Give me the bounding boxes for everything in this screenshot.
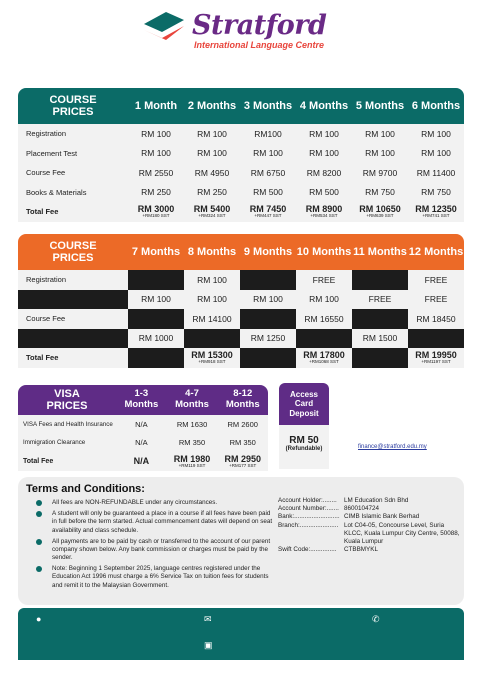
visa-total-amount: RM 2950 (224, 453, 261, 464)
visa-title-line: PRICES (46, 400, 88, 412)
price-cell: RM 750 (421, 187, 451, 198)
access-card-note: (Refundable) (285, 446, 323, 452)
total-amount: RM 17800 (303, 350, 345, 360)
bullet-dot-icon (36, 511, 42, 517)
total-amount: RM 10650 (359, 204, 401, 214)
bank-details (278, 497, 460, 554)
price-cell: RM 100 (141, 128, 171, 139)
visa-header-line: 1-3 (134, 388, 149, 400)
total-sst: +RM741 SST (422, 213, 450, 218)
visa-header-line: Months (124, 399, 159, 410)
total-amount: RM 19950 (415, 350, 457, 360)
price-cell (296, 329, 352, 349)
visa-title-line: VISA (54, 387, 80, 400)
visa-row-label: VISA Fees and Health Insurance (23, 420, 113, 428)
row-label (18, 329, 128, 349)
column-header: 4 Months (299, 99, 349, 112)
total-amount: RM 3000 (137, 204, 175, 214)
price-cell: RM 100 (197, 294, 227, 305)
bank-line (278, 546, 460, 554)
bank-value: CIMB Islamic Bank Berhad (344, 513, 420, 521)
access-card-title-3: Deposit (289, 408, 319, 418)
price-cell (408, 329, 464, 349)
bank-line (278, 505, 460, 513)
visa-column-header (167, 385, 218, 415)
price-cell: RM 9700 (362, 167, 398, 178)
bank-key: Branch:...................... (278, 521, 339, 529)
total-label: Total Fee (26, 353, 59, 363)
visa-cell: N/A (135, 438, 148, 448)
visa-cell: N/A (135, 419, 148, 429)
price-cell: RM 100 (253, 294, 283, 305)
column-header: 10 Months (296, 245, 352, 258)
visa-column-header (217, 385, 268, 415)
column-header: 8 Months (187, 245, 237, 258)
total-cell (352, 348, 408, 368)
visa-header-line: 8-12 (233, 388, 253, 400)
price-cell: RM 11400 (416, 167, 456, 178)
price-cell: RM 1500 (362, 333, 398, 344)
price-cell: RM 750 (365, 187, 395, 198)
total-amount: RM 12350 (415, 204, 457, 214)
price-cell: RM 16550 (304, 313, 344, 324)
price-cell: RM 100 (197, 274, 227, 285)
price-cell: RM 100 (365, 148, 395, 159)
price-cell: RM 1250 (250, 333, 286, 344)
bank-line (278, 513, 460, 521)
price-cell (352, 309, 408, 329)
price-cell: RM 100 (253, 148, 283, 159)
total-sst: +RM639 SST (366, 213, 394, 218)
total-amount: RM 15300 (191, 350, 233, 360)
terms-bullet-text: All payments are to be paid by cash or transferred to the account of our parent company shown below. Any bank commission or charges must be paid by the sender. (52, 537, 271, 562)
access-card-header (279, 383, 329, 425)
price-cell: RM 100 (365, 128, 395, 139)
bank-value: CTBBMYKL (344, 546, 378, 554)
visa-title (18, 385, 116, 415)
price-cell: FREE (424, 274, 448, 285)
bank-key: Account Number:....... (278, 505, 339, 513)
terms-bullets (30, 499, 276, 593)
total-amount: RM 8900 (305, 204, 343, 214)
table-title-line: COURSE (49, 239, 97, 252)
mail-icon: ✉ (204, 614, 212, 624)
terms-bullet-text: All fees are NON-REFUNDABLE under any circumstances. (52, 499, 218, 506)
bullet-dot-icon (36, 500, 42, 506)
total-cell (240, 348, 296, 368)
total-cell (184, 348, 240, 368)
bank-value: LM Education Sdn Bhd (344, 497, 409, 504)
terms-bullet (30, 499, 276, 507)
price-cell: RM 500 (253, 187, 283, 198)
price-cell: RM 6750 (250, 167, 286, 178)
row-label: Registration (26, 129, 67, 139)
table-title-line: PRICES (52, 106, 94, 118)
visa-header-line: 4-7 (185, 388, 199, 400)
location-pin-icon: ● (36, 614, 42, 624)
total-sst: +RM1197 SST (421, 359, 451, 364)
logo (140, 8, 340, 52)
terms-panel (18, 477, 464, 605)
total-sst: +RM324 SST (198, 213, 226, 218)
price-cell: RM 250 (197, 187, 227, 198)
column-header: 5 Months (355, 99, 405, 112)
price-cell: RM 100 (141, 294, 171, 305)
phone-icon: ✆ (372, 614, 380, 624)
logo-mark-icon (140, 10, 188, 44)
access-card-value-box (279, 425, 329, 469)
row-label (18, 290, 128, 310)
price-cell: RM 500 (309, 187, 339, 198)
visa-total-label: Total Fee (23, 457, 54, 465)
total-sst: +RM1068 SST (309, 359, 339, 364)
table-title-line: PRICES (52, 252, 94, 264)
visa-cell: RM 350 (178, 438, 206, 448)
price-cell: RM 100 (141, 148, 171, 159)
column-header: 11 Months (353, 245, 407, 258)
column-header: 3 Months (243, 99, 293, 112)
visa-total-amount: RM 1980 (173, 453, 211, 464)
row-label: Books & Materials (26, 187, 87, 197)
column-header: 6 Months (411, 99, 461, 112)
footer-bar-lower (18, 634, 464, 660)
row-label: Placement Test (26, 148, 78, 158)
terms-bullet (30, 565, 276, 590)
visa-total-cell (167, 452, 218, 471)
total-cell (296, 348, 352, 368)
visa-column-header (116, 385, 167, 415)
total-cell (128, 202, 184, 222)
price-cell: RM100 (254, 128, 282, 139)
logo-brand: Stratford (192, 10, 327, 41)
table-title (18, 234, 128, 270)
price-cell (184, 329, 240, 349)
column-header: 2 Months (187, 99, 237, 112)
visa-total-amount: N/A (133, 455, 150, 466)
bullet-dot-icon (36, 539, 42, 545)
row-label: Course Fee (26, 314, 66, 324)
visa-total-sst: +RM177 SST (229, 462, 257, 468)
price-cell: RM 1000 (138, 333, 174, 344)
price-cell: RM 2550 (138, 167, 174, 178)
total-cell (240, 202, 296, 222)
bullet-dot-icon (36, 566, 42, 572)
price-cell: RM 4950 (194, 167, 230, 178)
total-cell (352, 202, 408, 222)
visa-header-line: Months (225, 399, 260, 410)
bank-key: Swift Code:............... (278, 546, 337, 554)
total-amount: RM 7450 (249, 204, 287, 214)
total-label: Total Fee (26, 207, 59, 217)
price-cell: RM 100 (309, 148, 339, 159)
terms-bullet (30, 538, 276, 563)
visa-total-sst: +RM119 SST (178, 462, 206, 468)
bank-value: 8600104724 (344, 505, 380, 513)
logo-subtitle: International Language Centre (194, 40, 325, 50)
visa-total-cell (116, 452, 167, 471)
row-label: Course Fee (26, 168, 66, 178)
terms-bullet-text: Note: Beginning 1 September 2025, language centres registered under the Education Act 1996 must charge a 6% Service Tax on tuition fees for students and remit it to the Malaysian Government. (52, 565, 269, 589)
terms-bullet-text: A student will only be guaranteed a place in a course if all fees have been paid in full before the term started. Actual commencement dates will depend on seat availability and class schedule. (52, 510, 273, 534)
bank-key: Account Holder:........ (278, 497, 337, 504)
terms-title: Terms and Conditions: (26, 483, 145, 495)
total-cell (408, 202, 464, 222)
visa-row-label: Immigration Clearance (23, 439, 86, 447)
table-title-line: COURSE (49, 93, 97, 106)
price-cell: RM 18450 (416, 313, 456, 324)
total-cell (128, 348, 184, 368)
visa-cell: RM 350 (229, 438, 256, 448)
total-cell (184, 202, 240, 222)
column-header: 12 Months (408, 245, 464, 258)
total-cell (296, 202, 352, 222)
column-header: 1 Month (134, 99, 178, 112)
visa-cell: RM 2600 (227, 419, 258, 429)
access-card-title-2: Card (294, 399, 314, 409)
bank-value: Lot C04-05, Concourse Level, Suria KLCC, Kuala Lumpur City Centre, 50088, Kuala Lumpur (344, 521, 460, 545)
bank-line (278, 497, 460, 505)
price-cell: RM 100 (197, 148, 227, 159)
bank-line (278, 522, 460, 547)
web-icon: ▣ (204, 640, 213, 650)
row-label: Registration (26, 275, 67, 285)
price-cell: RM 100 (309, 294, 339, 305)
total-sst: +RM534 SST (310, 213, 338, 218)
table-title (18, 88, 128, 124)
column-header: 9 Months (243, 245, 293, 258)
price-cell: RM 250 (141, 187, 171, 198)
price-cell (240, 270, 296, 290)
price-cell (128, 270, 184, 290)
price-cell: FREE (368, 294, 392, 305)
price-cell: RM 14100 (192, 313, 232, 324)
terms-bullet (30, 510, 276, 535)
access-card-value: RM 50 (289, 435, 319, 446)
footer-bar (18, 608, 464, 634)
price-cell: FREE (424, 294, 448, 305)
total-cell (408, 348, 464, 368)
price-cell (352, 270, 408, 290)
price-cell: RM 8200 (306, 167, 342, 178)
total-amount: RM 5400 (193, 204, 231, 214)
price-cell (240, 309, 296, 329)
visa-header-line: Months (175, 399, 209, 410)
price-cell: RM 100 (421, 128, 451, 139)
access-card-title-1: Access (289, 389, 319, 399)
price-cell (128, 309, 184, 329)
column-header: 7 Months (131, 245, 181, 258)
price-cell: RM 100 (309, 128, 339, 139)
total-sst: +RM180 SST (142, 213, 170, 218)
bank-key: Bank:.......................... (278, 513, 340, 521)
price-cell: RM 100 (421, 148, 451, 159)
price-cell: FREE (312, 274, 336, 285)
visa-cell: RM 1630 (176, 419, 208, 429)
total-sst: +RM447 SST (254, 213, 282, 218)
total-sst: +RM918 SST (198, 359, 226, 364)
finance-email-link[interactable]: finance@stratford.edu.my (358, 444, 427, 450)
price-cell: RM 100 (197, 128, 227, 139)
visa-total-cell (217, 452, 268, 471)
